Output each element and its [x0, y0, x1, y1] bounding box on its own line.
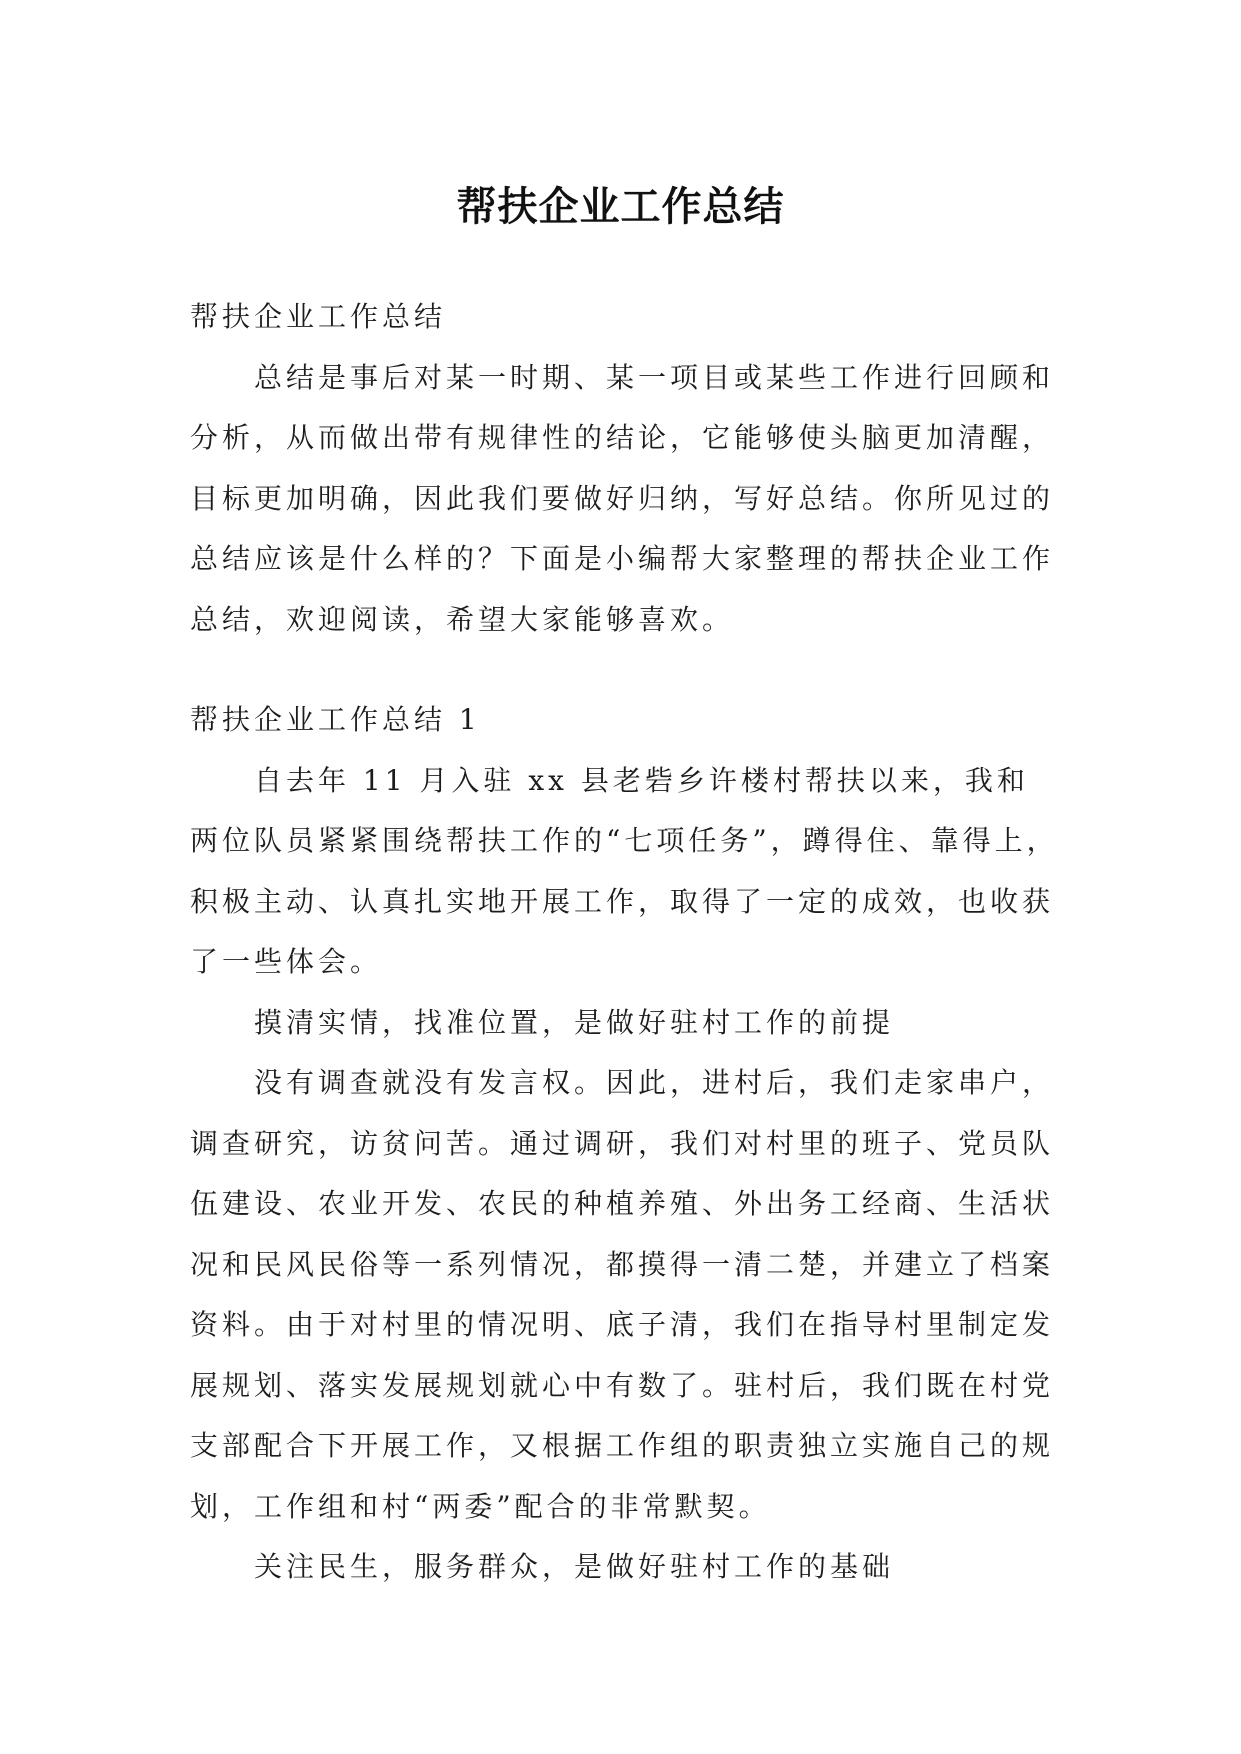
paragraph-gap — [190, 650, 1060, 690]
body-paragraph-1: 自去年 11 月入驻 xx 县老砦乡许楼村帮扶以来，我和两位队员紧紧围绕帮扶工作的“七项任务”，蹲得住、靠得上，积极主动、认真扎实地开展工作，取得了一定的成效，也收获了一些体会。 — [190, 763, 1059, 978]
subheading-2: 关注民生，服务群众，是做好驻村工作的基础 — [254, 1550, 895, 1583]
document-title: 帮扶企业工作总结 — [456, 182, 785, 230]
section-heading-1: 帮扶企业工作总结 1 — [190, 703, 481, 736]
intro-paragraph: 总结是事后对某一时期、某一项目或某些工作进行回顾和分析，从而做出带有规律性的结论，它能够使头脑更加清醒，目标更加明确，因此我们要做好归纳，写好总结。你所见过的总结应该是什么样的？下面是小编帮大家整理的帮扶企业工作总结，欢迎阅读，希望大家能够喜欢。 — [190, 360, 1055, 636]
section-heading: 帮扶企业工作总结 — [190, 300, 447, 333]
subheading-1: 摸清实情，找准位置，是做好驻村工作的前提 — [254, 1005, 895, 1039]
body-paragraph-2: 没有调查就没有发言权。因此，进村后，我们走家串户，调查研究，访贫问苦。通过调研，我们对村里的班子、党员队伍建设、农业开发、农民的种植养殖、外出务工经商、生活状况和民风民俗等一系列情况，都摸得一清二楚，并建立了档案资料。由于对村里的情况明、底子清，我们在指导村里制定发展规划、落实发展规划就心中有数了。驻村后，我们既在村党支部配合下开展工作，又根据工作组的职责独立实施自己的规划，工作组和村“两委”配合的非常默契。 — [190, 1066, 1055, 1523]
document-body — [190, 287, 1060, 1598]
